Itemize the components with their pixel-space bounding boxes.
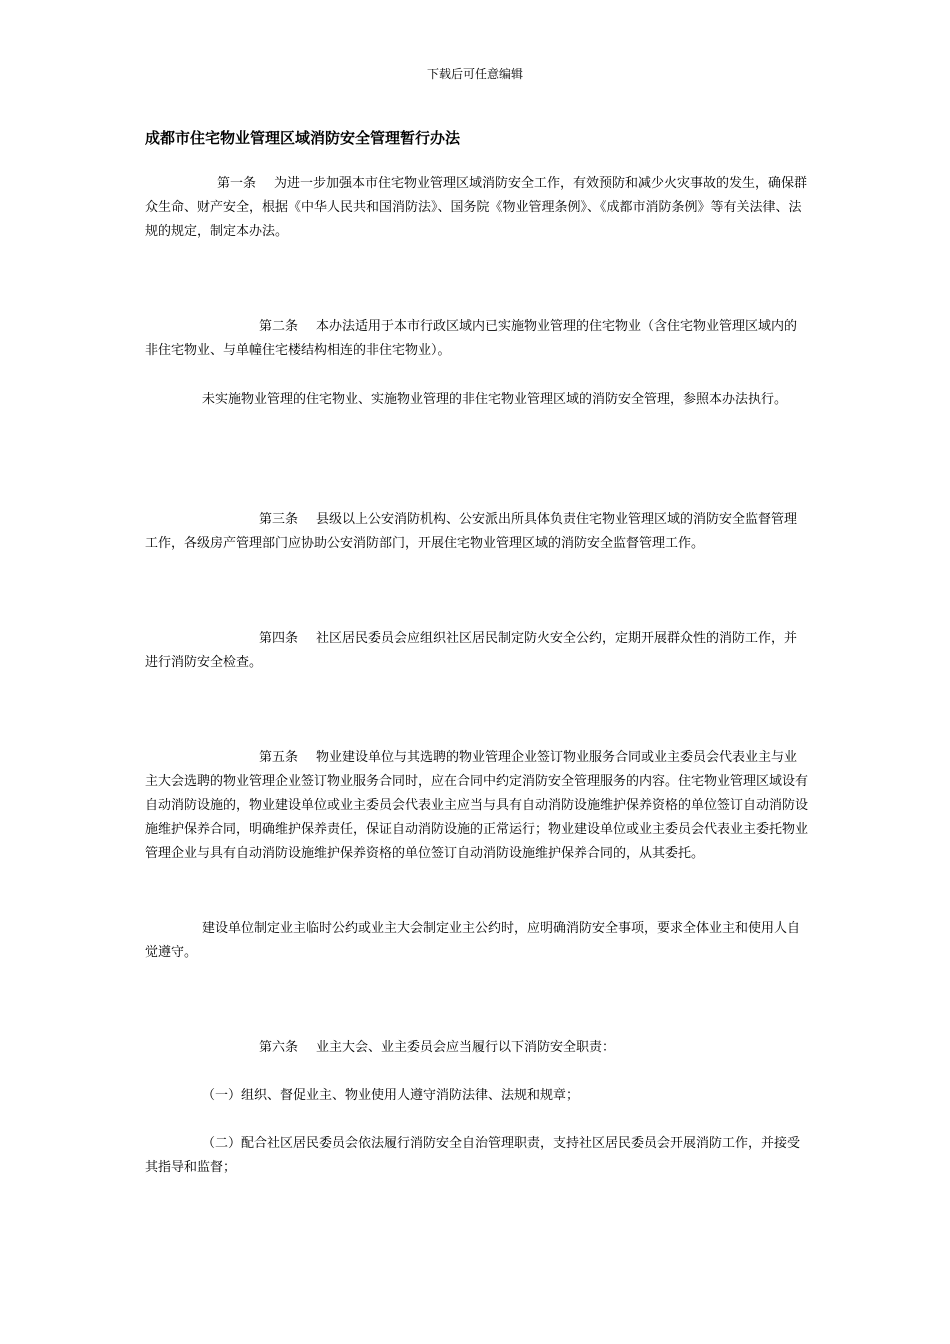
page-header: 下载后可任意编辑 — [426, 67, 523, 81]
article-5-text: 物业建设单位与其选聘的物业管理企业签订物业服务合同或业主委员会代表业主与业主大会选聘的物业管理企业签订物业服务合同时，应在合同中约定消防安全管理服务的内容。住宅物业管理区域设有自动消防设施的，物业建设单位或业主委员会代表业主应当与具有自动消防设施维护保养资格的单位签订自动消防设施维护保养合同，明确维护保养责任，保证自动消防设施的正常运行；物业建设单位或业主委员会代表业主委托物业管理企业与具有自动消防设施维护保养资格的单位签订自动消防设施维护保养合同的，从其委托。 — [145, 750, 809, 861]
article-3-label: 第三条 — [259, 512, 299, 527]
article-2-label: 第二条 — [259, 319, 299, 334]
article-6-item-1: （一）组织、督促业主、物业使用人遵守消防法律、法规和规章； — [202, 1088, 580, 1103]
article-3-text: 县级以上公安消防机构、公安派出所具体负责住宅物业管理区域的消防安全监督管理工作，各级房产管理部门应协助公安消防部门，开展住宅物业管理区域的消防安全监督管理工作。 — [145, 512, 798, 551]
article-4-paragraph-1 — [145, 627, 810, 675]
article-1-text: 为进一步加强本市住宅物业管理区域消防安全工作，有效预防和减少火灾事故的发生，确保群众生命、财产安全，根据《中华人民共和国消防法》、国务院《物业管理条例》、《成都市消防条例》等有关法律、法规的规定，制定本办法。 — [145, 176, 808, 239]
article-6-item-2: （二）配合社区居民委员会依法履行消防安全自治管理职责，支持社区居民委员会开展消防工作，并接受其指导和监督； — [145, 1136, 801, 1175]
article-5-label: 第五条 — [259, 750, 299, 765]
article-4-label: 第四条 — [259, 631, 299, 646]
article-6-paragraph-1 — [145, 1036, 810, 1060]
article-4-text: 社区居民委员会应组织社区居民制定防火安全公约，定期开展群众性的消防工作，并进行消防安全检查。 — [145, 631, 798, 670]
article-6-text: 业主大会、业主委员会应当履行以下消防安全职责： — [316, 1040, 616, 1055]
article-2-text: 本办法适用于本市行政区域内已实施物业管理的住宅物业（含住宅物业管理区域内的非住宅物业、与单幢住宅楼结构相连的非住宅物业）。 — [145, 319, 798, 358]
document-title: 成都市住宅物业管理区域消防安全管理暂行办法 — [145, 129, 461, 147]
article-1-label: 第一条 — [217, 176, 257, 191]
article-5-paragraph-2: 建设单位制定业主临时公约或业主大会制定业主公约时，应明确消防安全事项，要求全体业主和使用人自觉遵守。 — [145, 921, 801, 960]
article-6-label: 第六条 — [259, 1040, 299, 1055]
article-2-paragraph-2: 未实施物业管理的住宅物业、实施物业管理的非住宅物业管理区域的消防安全管理，参照本办法执行。 — [202, 392, 788, 407]
article-3-paragraph-1 — [145, 508, 810, 556]
article-2-paragraph-1 — [145, 315, 810, 363]
article-5-paragraph-1 — [145, 746, 810, 866]
article-1-paragraph-1 — [145, 172, 810, 244]
